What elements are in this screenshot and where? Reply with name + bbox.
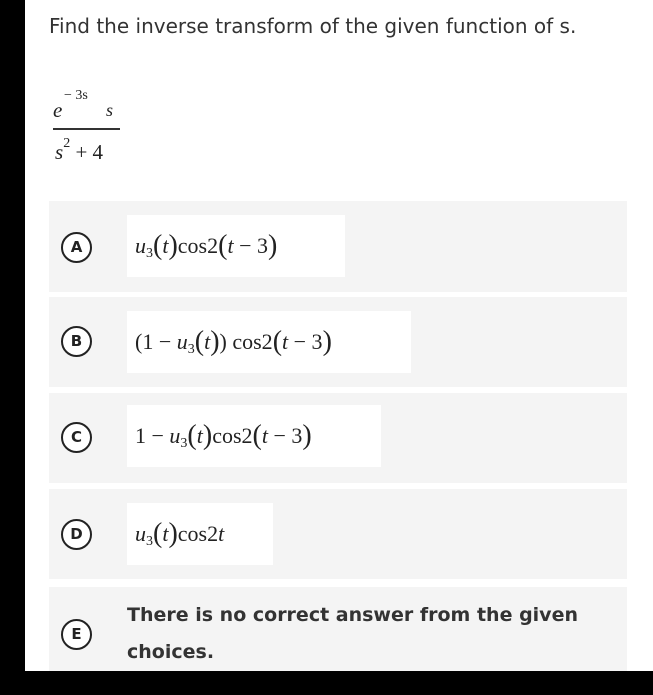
u-subscript: 3 — [146, 246, 153, 261]
option-c[interactable] — [49, 393, 627, 483]
option-letter-c: C — [61, 422, 92, 453]
minus-three: − 3 — [293, 329, 323, 354]
u-var: u — [135, 233, 146, 258]
numerator-exponent: − 3s — [64, 88, 88, 103]
t-var: t — [196, 423, 203, 448]
option-letter-e: E — [61, 619, 92, 650]
t-var: t — [162, 521, 169, 546]
option-d[interactable] — [49, 489, 627, 579]
denominator-var: s — [55, 140, 64, 164]
option-letter-b: B — [61, 326, 92, 357]
bottom-bar — [0, 671, 653, 695]
option-a-expression: u 3 ( t ) cos2 ( t − 3 ) — [127, 215, 345, 277]
t-var: t — [218, 521, 225, 546]
cos-term: cos2 — [212, 423, 253, 448]
cos-term: cos2 — [232, 329, 273, 354]
t-var: t — [261, 423, 268, 448]
t-var: t — [282, 329, 289, 354]
denominator-rest: + 4 — [75, 140, 104, 164]
minus-three: − 3 — [273, 423, 303, 448]
t-var: t — [227, 233, 234, 258]
u-subscript: 3 — [180, 436, 188, 451]
given-function — [53, 84, 149, 170]
option-letter-a: A — [61, 232, 92, 263]
numerator-var: s — [106, 100, 114, 120]
u-var: u — [135, 521, 146, 546]
one-minus: 1 − — [142, 329, 172, 354]
u-subscript: 3 — [146, 534, 153, 549]
minus-three: − 3 — [239, 233, 268, 258]
u-subscript: 3 — [187, 342, 195, 357]
denominator-power: 2 — [63, 136, 71, 151]
option-b[interactable] — [49, 297, 627, 387]
option-b-expression: ( 1 − u 3 ( t ) ) cos2 ( t − 3 ) — [127, 311, 411, 373]
cos-term: cos2 — [177, 233, 219, 258]
denominator — [55, 136, 104, 165]
option-e[interactable] — [49, 587, 627, 671]
numerator-base: e — [53, 98, 63, 122]
question-page — [25, 0, 653, 671]
option-d-expression: u 3 ( t ) cos2 t — [127, 503, 273, 565]
u-var: u — [176, 329, 188, 354]
option-letter-d: D — [61, 519, 92, 550]
u-var: u — [169, 423, 181, 448]
one-minus: 1 − — [135, 423, 164, 448]
t-var: t — [162, 233, 169, 258]
option-e-text: There is no correct answer from the given choices. — [127, 604, 578, 663]
option-a[interactable] — [49, 201, 627, 292]
cos-term: cos2 — [177, 521, 219, 546]
option-c-expression: 1 − u 3 ( t ) cos2 ( t − 3 ) — [127, 405, 381, 467]
question-text: Find the inverse transform of the given function of s. — [49, 14, 577, 38]
t-var: t — [204, 329, 211, 354]
fraction-bar — [53, 128, 120, 130]
